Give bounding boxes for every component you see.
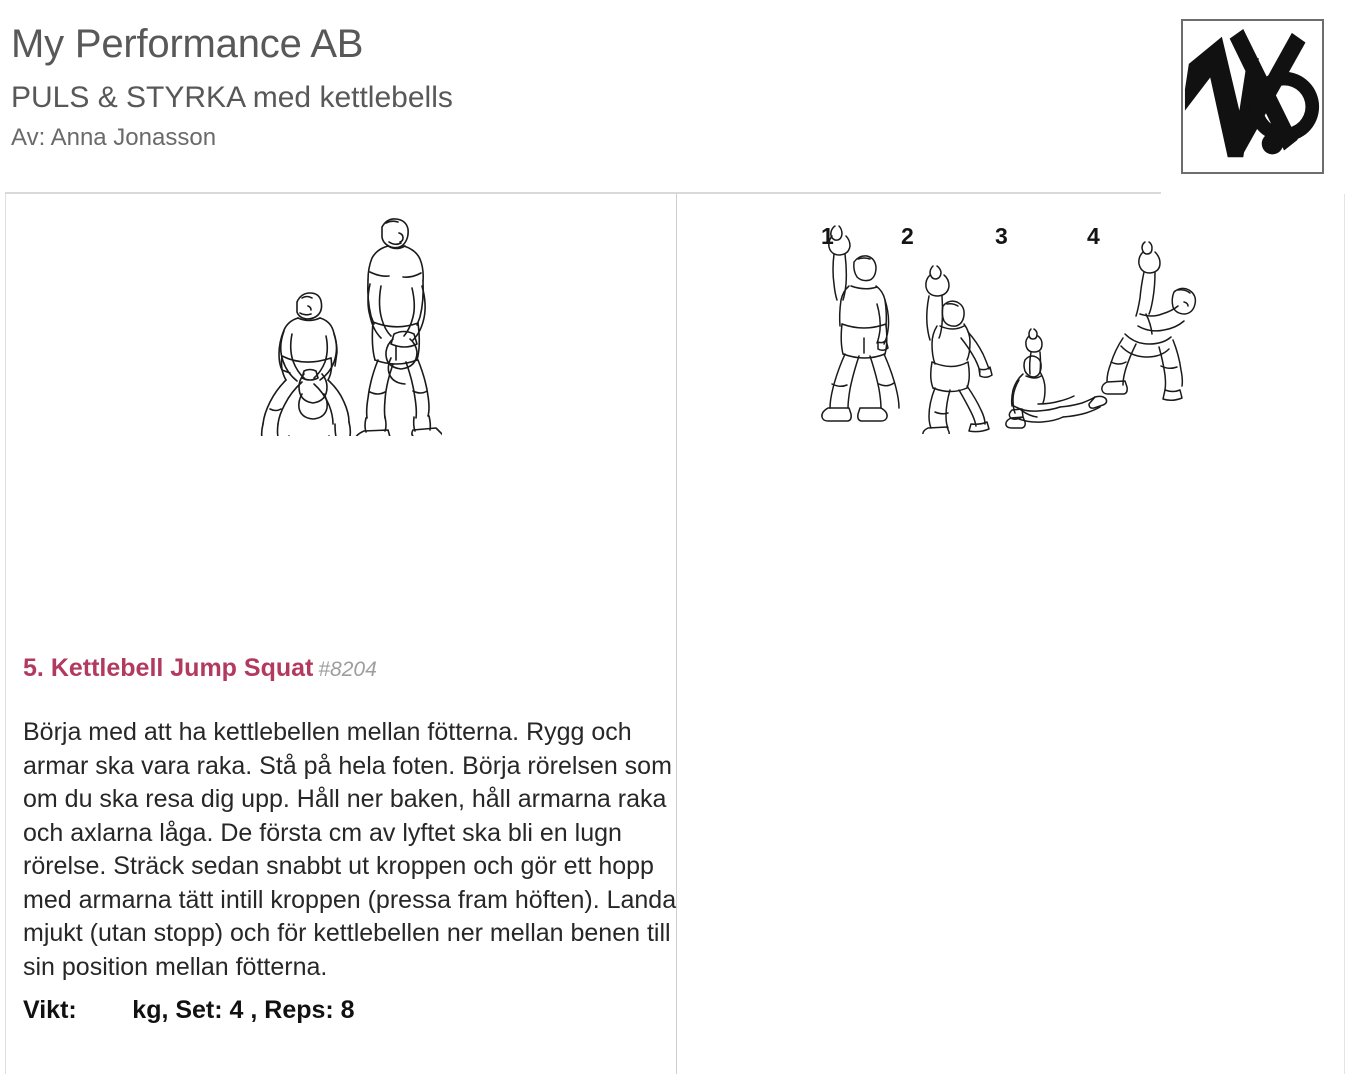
vikt-set-reps-line-5: Vikt: kg, Set: 4 , Reps: 8 <box>23 996 355 1024</box>
right-edge-rule <box>1344 194 1345 1074</box>
description-text-5: Börja med att ha kettlebellen mellan fötterna. Rygg och armar ska vara raka. Stå på hela foten. Börja rörelsen som om du ska resa dig upp. Håll ner baken, håll armarna raka och axlarna låga. De första cm av lyftet ska bli en lugn rörelse. Sträck sedan snabbt ut kroppen och gör ett hopp med armarna tätt intill kroppen (pressa fram höften). Landa mjukt (utan stopp) och för kettlebellen ner mellan benen till sin position mellan fötterna. <box>23 718 677 981</box>
exercise-title-5 <box>23 654 377 683</box>
exercise-number-and-name-5: 5. Kettlebell Jump Squat <box>23 654 314 682</box>
my-performance-logo <box>1181 19 1324 174</box>
company-title: My Performance AB <box>11 22 364 66</box>
step-number-3: 3 <box>995 223 1008 249</box>
step-number-2: 2 <box>901 223 914 249</box>
header-divider <box>5 192 1161 194</box>
kettlebell-jump-squat-illustration <box>6 196 676 446</box>
program-subtitle: PULS & STYRKA med kettlebells <box>11 81 453 114</box>
step-number-4: 4 <box>1087 223 1100 249</box>
exercise-description-5 <box>23 716 681 984</box>
exercise-card-6 <box>677 196 1344 1074</box>
exercise-code-5: #8204 <box>318 658 377 681</box>
author-line: Av: Anna Jonasson <box>11 124 217 151</box>
page-header <box>0 0 1350 193</box>
step-number-1: 1 <box>821 223 834 249</box>
turkish-get-up-illustration <box>677 196 1344 446</box>
exercise-card-5 <box>6 196 676 1074</box>
